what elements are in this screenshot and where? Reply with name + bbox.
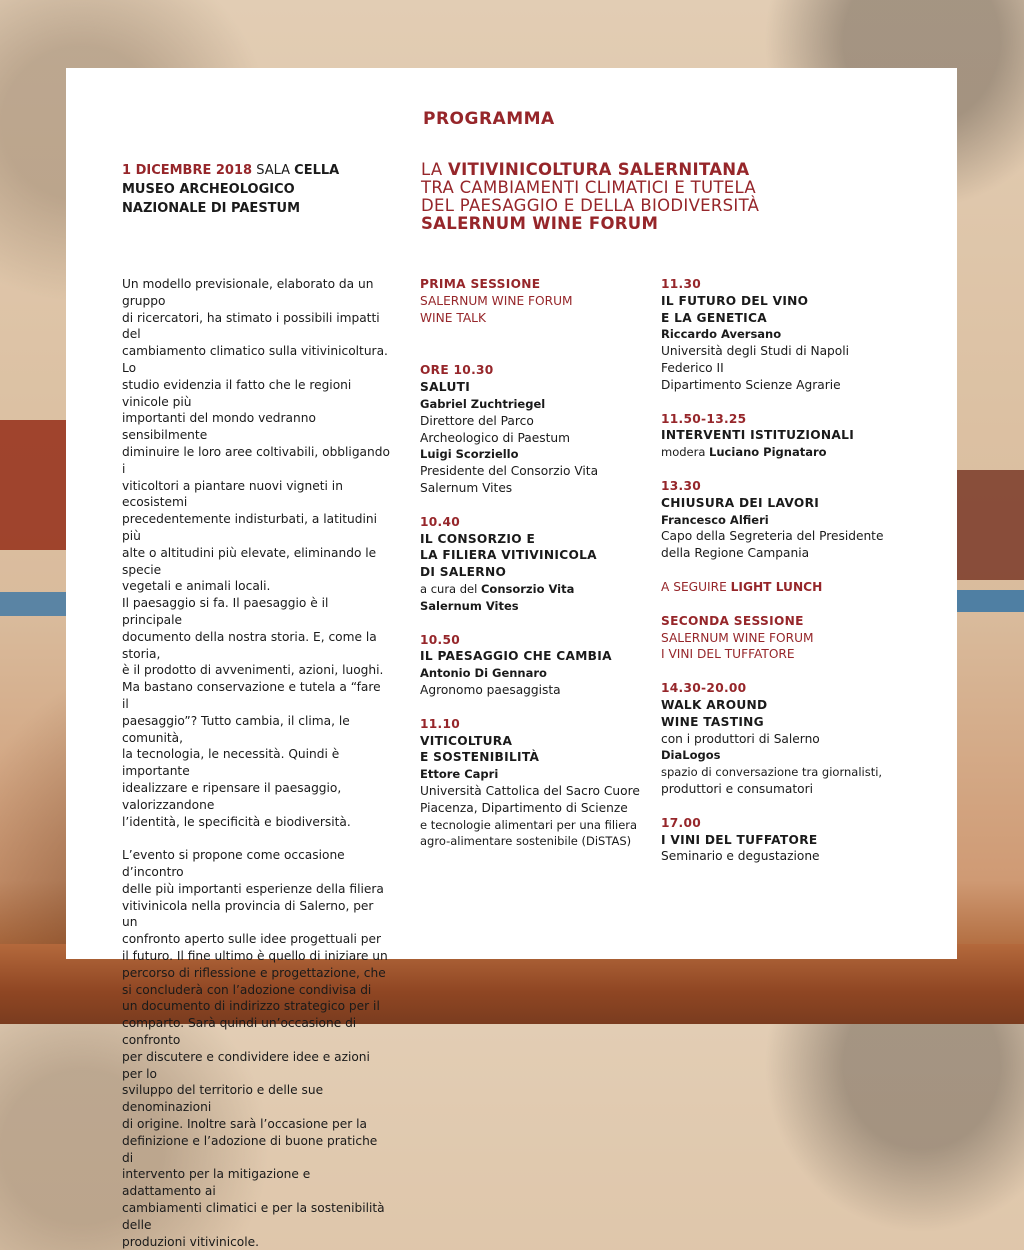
page-title: PROGRAMMA (423, 109, 555, 129)
session-1-header: PRIMA SESSIONE SALERNUM WINE FORUM WINE TALK (420, 277, 573, 325)
program-column-1 (420, 276, 650, 867)
program-item-chiusura: 13.30 CHIUSURA DEI LAVORI Francesco Alfieri Capo della Segreteria del Presidente della Regione Campania (661, 478, 884, 561)
program-item-saluti: ORE 10.30 SALUTI Gabriel Zuchtriegel Direttore del Parco Archeologico di Paestum Luigi Scorziello Presidente del Consorzio Vita Salernum Vites (420, 363, 599, 495)
program-item-walk-around: 14.30-20.00 WALK AROUND WINE TASTING con i produttori di Salerno DiaLogos spazio di conversazione tra giornalisti, produttori e consumatori (661, 681, 883, 796)
fresco-blue-band-left (0, 592, 70, 616)
program-column-2 (661, 276, 891, 882)
light-lunch-note: A SEGUIRE LIGHT LUNCH (661, 579, 823, 594)
fresco-blue-band-right (954, 590, 1024, 612)
program-panel (66, 68, 957, 1249)
intro-text (122, 276, 390, 1250)
fresco-red-band-right (954, 470, 1024, 580)
intro-paragraph-1: Un modello previsionale, elaborato da un gruppo di ricercatori, ha stimato i possibili impatti del cambiamento climatico sulla vitivinicoltura. Lo studio evidenzia il fatto che le regioni vinicole più importanti del mondo vedranno sensibilmente diminuire le loro aree coltivabili, obbligando i viticoltori a piantare nuovi vigneti in ecosistemi precedentemente indisturbati, a latitudini più alte o altitudini più elevate, eliminando le specie vegetali e animali locali. Il paesaggio si fa. Il paesaggio è il principale documento della nostra storia. E, come la storia, è il prodotto di avvenimenti, azioni, luoghi. Ma bastano conservazione e tutela a “fare il paesaggio”? Tutto cambia, il clima, le comunità, la tecnologia, le necessità. Quindi è importante idealizzare e ripensare il paesaggio, valorizzandone l’identità, le specificità e biodiversità. (122, 277, 390, 829)
program-item-interventi: 11.50-13.25 INTERVENTI ISTITUZIONALI modera Luciano Pignataro (661, 411, 855, 460)
session-2-header: SECONDA SESSIONE SALERNUM WINE FORUM I VINI DEL TUFFATORE (661, 613, 814, 662)
event-date: 1 DICEMBRE 2018 (122, 163, 253, 178)
program-item-consorzio: 10.40 IL CONSORZIO E LA FILIERA VITIVINICOLA DI SALERNO a cura del Consorzio Vita Salernum Vites (420, 514, 597, 613)
program-item-viticoltura: 11.10 VITICOLTURA E SOSTENIBILITÀ Ettore Capri Università Cattolica del Sacro Cuore Piacenza, Dipartimento di Scienze e tecnologie alimentari per una filiera agro-alimentare sostenibile (DiSTAS) (420, 716, 640, 849)
program-item-paesaggio: 10.50 IL PAESAGGIO CHE CAMBIA Antonio Di Gennaro Agronomo paesaggista (420, 632, 612, 697)
program-item-futuro: 11.30 IL FUTURO DEL VINO E LA GENETICA Riccardo Aversano Università degli Studi di Napoli Federico II Dipartimento Scienze Agrarie (661, 277, 850, 392)
program-item-tuffatore: 17.00 I VINI DEL TUFFATORE Seminario e degustazione (661, 815, 820, 864)
venue-block: 1 DICEMBRE 2018 SALA CELLA MUSEO ARCHEOLOGICO NAZIONALE DI PAESTUM (122, 163, 340, 216)
venue-location: NAZIONALE DI PAESTUM (122, 201, 301, 216)
venue-room: CELLA (294, 163, 340, 178)
fresco-red-band-left (0, 420, 70, 550)
venue-museum: MUSEO ARCHEOLOGICO (122, 182, 295, 197)
event-headline: LA VITIVINICOLTURA SALERNITANA TRA CAMBIAMENTI CLIMATICI E TUTELA DEL PAESAGGIO E DELLA BIODIVERSITÀ SALERNUM WINE FORUM (421, 160, 760, 233)
intro-paragraph-2: L’evento si propone come occasione d’incontro delle più importanti esperienze della filiera vitivinicola nella provincia di Salerno, per un confronto aperto sulle idee progettuali per il futuro. Il fine ultimo è quello di iniziare un percorso di riflessione e progettazione, che si concluderà con l’adozione condivisa di un documento di indirizzo strategico per il comparto. Sarà quindi un’occasione di confronto per discutere e condividere idee e azioni per lo sviluppo del territorio e delle sue denominazioni di origine. Inoltre sarà l’occasione per la definizione e l’adozione di buone pratiche di intervento per la mitigazione e adattamento ai cambiamenti climatici e per la sostenibilità delle produzioni vitivinicole. (122, 848, 388, 1249)
